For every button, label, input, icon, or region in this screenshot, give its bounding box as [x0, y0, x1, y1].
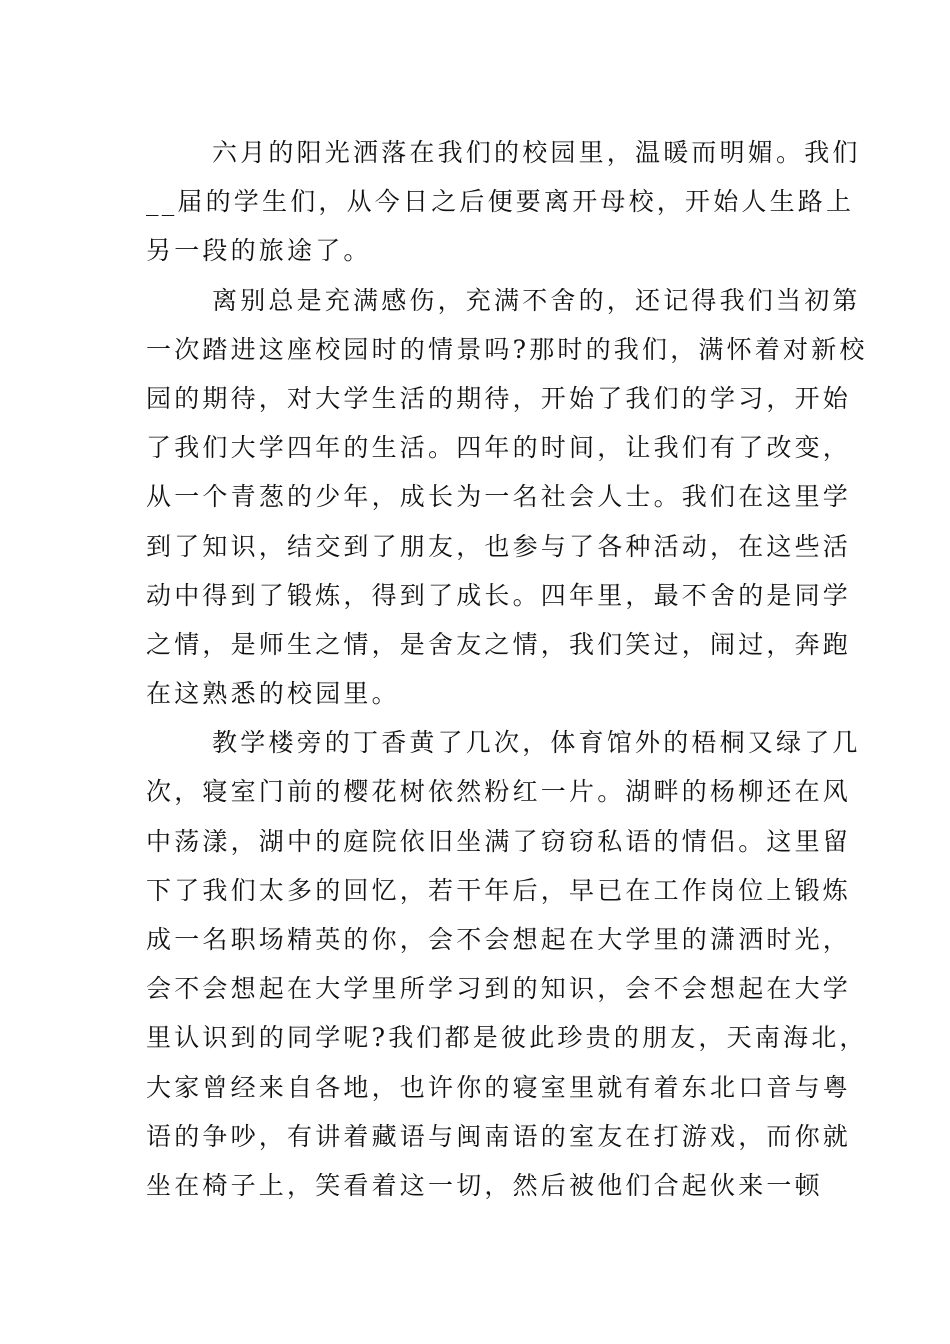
paragraph-2: [146, 276, 868, 719]
text-line: 离别总是充满感伤，充满不舍的，还记得我们当初第: [212, 285, 861, 315]
text-line: 在这熟悉的校园里。: [146, 679, 400, 709]
text-line: 会不会想起在大学里所学习到的知识，会不会想起在大学: [146, 974, 852, 1004]
text-line: 大家曾经来自各地，也许你的寝室里就有着东北口音与粤: [146, 1072, 852, 1102]
text-line: 一次踏进这座校园时的情景吗?那时的我们，满怀着对新校: [146, 334, 868, 364]
text-line: 中荡漾，湖中的庭院依旧坐满了窃窃私语的情侣。这里留: [146, 826, 852, 856]
document-body: [146, 128, 868, 1210]
text-line: 到了知识，结交到了朋友，也参与了各种活动，在这些活: [146, 531, 852, 561]
text-line: 之情，是师生之情，是舍友之情，我们笑过，闹过，奔跑: [146, 629, 852, 659]
text-line: 里认识到的同学呢?我们都是彼此珍贵的朋友，天南海北，: [146, 1023, 868, 1053]
text-line: 园的期待，对大学生活的期待，开始了我们的学习，开始: [146, 383, 852, 413]
text-line: 成一名职场精英的你，会不会想起在大学里的潇洒时光，: [146, 925, 852, 954]
text-line: 次，寝室门前的樱花树依然粉红一片。湖畔的杨柳还在风: [146, 777, 852, 807]
text-line: 六月的阳光洒落在我们的校园里，温暖而明媚。我们: [212, 138, 861, 167]
text-line: 另一段的旅途了。: [146, 236, 372, 266]
text-line: 语的争吵，有讲着藏语与闽南语的室友在打游戏，而你就: [146, 1121, 852, 1151]
paragraph-3: [146, 718, 868, 1210]
text-line: 了我们大学四年的生活。四年的时间，让我们有了改变，: [146, 433, 852, 463]
text-line: 坐在椅子上，笑看着这一切，然后被他们合起伙来一顿: [146, 1170, 823, 1200]
text-line: 教学楼旁的丁香黄了几次，体育馆外的梧桐又绿了几: [212, 728, 861, 758]
text-line: 下了我们太多的回忆，若干年后，早已在工作岗位上锻炼: [146, 875, 852, 905]
text-line: 动中得到了锻炼，得到了成长。四年里，最不舍的是同学: [146, 580, 852, 610]
paragraph-1: [146, 128, 861, 276]
text-line: 从一个青葱的少年，成长为一名社会人士。我们在这里学: [146, 482, 852, 512]
text-line: __届的学生们，从今日之后便要离开母校，开始人生路上: [146, 187, 855, 217]
